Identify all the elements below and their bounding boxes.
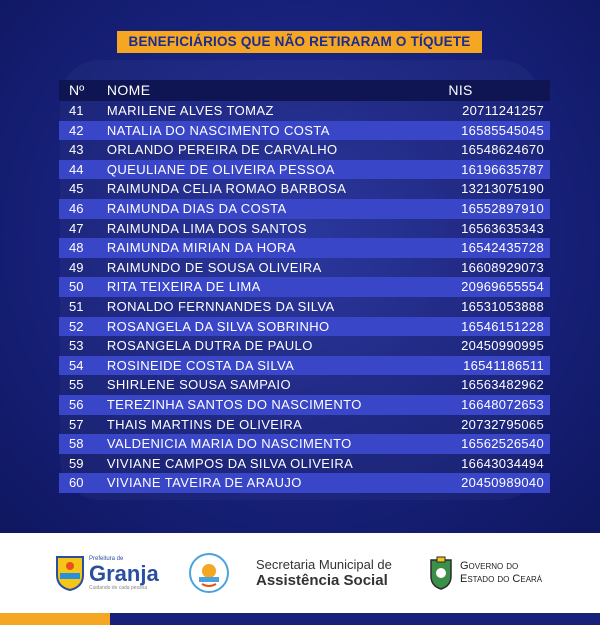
row-num: 58 [69,436,84,452]
row-nis: 16548624670 [461,142,544,158]
table-row [59,258,550,278]
row-num: 56 [69,396,84,412]
bottom-accent [0,613,110,625]
table-row [59,140,550,160]
table-row [59,101,550,121]
row-nis: 16552897910 [461,200,544,216]
secretaria-logo [256,533,392,613]
row-name: TEREZINHA SANTOS DO NASCIMENTO [106,396,362,412]
row-num: 42 [69,122,84,138]
row-num: 45 [69,181,84,197]
row-num: 46 [69,200,84,216]
ceara-coat-of-arms-icon [428,556,454,590]
row-name: RAIMUNDA CELIA ROMAO BARBOSA [106,181,347,197]
row-nis: 16196635787 [461,161,544,177]
table-row [59,277,550,297]
table-row [59,219,550,239]
row-num: 53 [69,338,84,354]
row-num: 50 [69,279,84,295]
row-nis: 16585545045 [461,122,544,138]
row-nis: 20732795065 [461,416,544,432]
bottom-bar [0,613,600,625]
row-nis: 16643034494 [461,455,544,471]
row-nis: 16648072653 [461,396,544,412]
row-name: NATALIA DO NASCIMENTO COSTA [106,122,330,138]
granja-tagline: Cuidando de cada pessoa [89,584,148,591]
row-name: RITA TEIXEIRA DE LIMA [106,279,261,295]
row-nis: 20711241257 [462,103,544,118]
row-name: THAIS MARTINS DE OLIVEIRA [106,416,303,432]
footer-logos [0,533,600,613]
row-name: VIVIANE TAVEIRA DE ARAUJO [106,475,302,491]
row-num: 41 [69,103,84,118]
row-name: SHIRLENE SOUSA SAMPAIO [106,377,291,393]
table-row [59,336,550,356]
row-nis: 16563482962 [461,377,544,393]
row-nis: 20450990995 [461,338,544,354]
row-nis: 20969655554 [461,279,544,295]
table-header [59,80,550,101]
row-nis: 16531053888 [461,298,544,314]
row-num: 52 [69,318,84,334]
table-row [59,415,550,435]
row-num: 55 [69,377,84,393]
table-row [59,434,550,454]
row-nis: 16542435728 [461,240,544,256]
row-num: 60 [69,475,84,491]
row-name: QUEULIANE DE OLIVEIRA PESSOA [106,161,335,177]
row-nis: 13213075190 [461,181,544,197]
row-num: 51 [69,298,84,314]
row-name: ROSANGELA DA SILVA SOBRINHO [106,318,330,334]
row-num: 43 [69,142,84,158]
row-name: RAIMUNDO DE SOUSA OLIVEIRA [106,259,322,275]
row-num: 54 [69,357,84,373]
governo-ceara-logo [428,533,542,613]
table-row [59,297,550,317]
header-nis: NIS [448,82,473,98]
table-row [59,121,550,141]
sun-seal-icon [188,552,230,594]
row-name: RAIMUNDA LIMA DOS SANTOS [106,220,307,236]
table-row [59,395,550,415]
row-name: ROSINEIDE COSTA DA SILVA [106,357,295,373]
row-num: 49 [69,259,84,275]
header-num: Nº [69,82,85,98]
table-row [59,179,550,199]
table-row [59,375,550,395]
granja-shield-icon [55,555,85,591]
secretaria-line2: Assistência Social [256,572,388,589]
row-nis: 16546151228 [461,318,544,334]
row-nis: 16608929073 [461,259,544,275]
row-num: 59 [69,455,84,471]
table-row [59,356,550,376]
row-name: ORLANDO PEREIRA DE CARVALHO [106,142,338,158]
row-nis: 20450989040 [461,475,544,491]
table-row [59,238,550,258]
table-row [59,199,550,219]
table-row [59,473,550,493]
governo-line1: Governo do [460,560,519,572]
social-seal-logo [188,533,230,613]
row-name: MARILENE ALVES TOMAZ [106,103,274,118]
row-name: RONALDO FERNNANDES DA SILVA [106,298,335,314]
row-nis: 16562526540 [461,436,544,452]
row-num: 48 [69,240,84,256]
row-num: 47 [69,220,84,236]
row-nis: 16563635343 [461,220,544,236]
row-name: RAIMUNDA DIAS DA COSTA [106,200,287,216]
row-name: ROSANGELA DUTRA DE PAULO [106,338,313,354]
granja-prefix: Prefeitura de [89,555,124,562]
row-name: RAIMUNDA MIRIAN DA HORA [106,240,296,256]
table-row [59,160,550,180]
header-name: NOME [106,82,151,98]
row-nis: 16541186511 [463,357,544,373]
beneficiaries-table [59,80,550,493]
table-row [59,317,550,337]
granja-logo [55,533,159,613]
granja-name: Granja [89,560,159,586]
table-row [59,454,550,474]
row-num: 57 [69,416,84,432]
row-num: 44 [69,161,84,177]
row-name: VALDENICIA MARIA DO NASCIMENTO [106,436,352,452]
row-name: VIVIANE CAMPOS DA SILVA OLIVEIRA [106,455,354,471]
page-title: BENEFICIÁRIOS QUE NÃO RETIRARAM O TÍQUETE [117,31,482,53]
governo-line2: Estado do Ceará [460,573,543,585]
secretaria-line1: Secretaria Municipal de [256,557,392,572]
